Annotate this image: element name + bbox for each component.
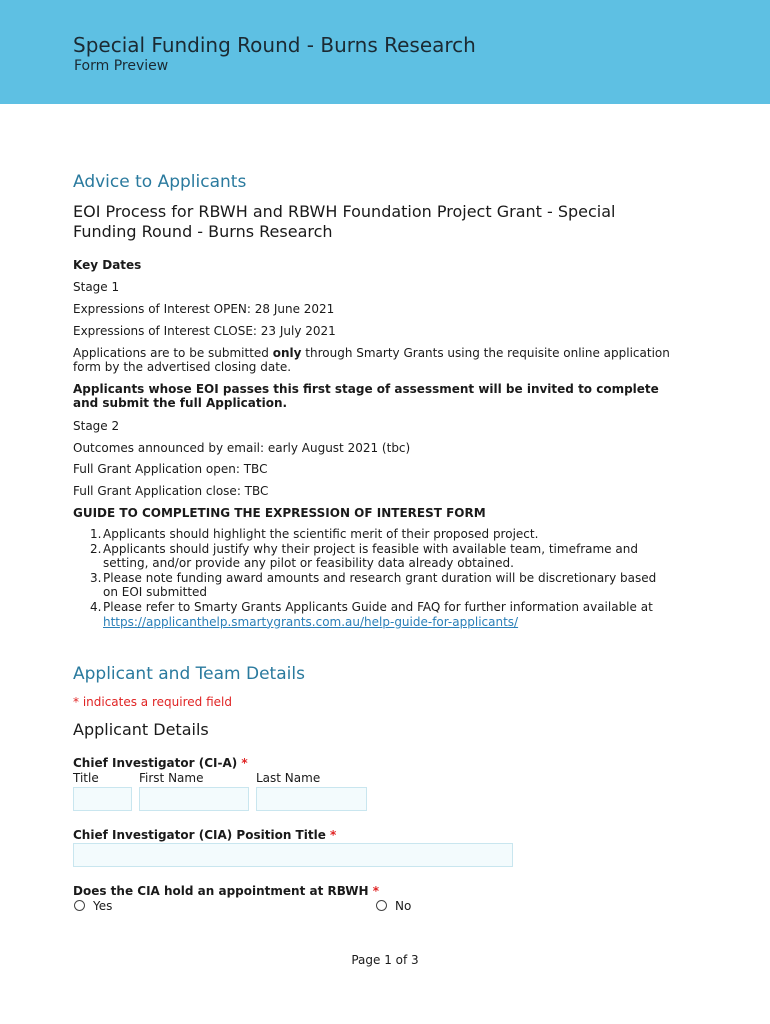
guide-list	[73, 527, 673, 629]
position-title-input[interactable]	[73, 843, 513, 867]
radio-circle-icon	[376, 900, 387, 911]
required-marker: *	[372, 884, 379, 898]
first-name-label: First Name	[139, 771, 204, 785]
form-title: Special Funding Round - Burns Research	[73, 33, 476, 57]
eoi-open-date: Expressions of Interest OPEN: 28 June 2021	[73, 302, 335, 316]
radio-yes[interactable]: Yes	[74, 899, 112, 913]
ci-label: Chief Investigator (CI-A) *	[73, 756, 248, 770]
help-guide-link[interactable]: https://applicanthelp.smartygrants.com.au/help-guide-for-applicants/	[103, 614, 519, 629]
outcomes-date: Outcomes announced by email: early August 2021 (tbc)	[73, 441, 411, 455]
guide-item: 4. Please refer to Smarty Grants Applicants Guide and FAQ for further information available at https://applicanthelp.smartygrants.com.au/help-guide-for-applicants/	[90, 599, 653, 629]
full-close-date: Full Grant Application close: TBC	[73, 484, 269, 498]
guide-item: 2. Applicants should justify why their project is feasible with available team, timeframe and setting, and/or provide any pilot or feasibility data already obtained.	[90, 541, 638, 571]
team-heading: Applicant and Team Details	[73, 664, 305, 684]
guide-heading: GUIDE TO COMPLETING THE EXPRESSION OF INTEREST FORM	[73, 506, 486, 520]
required-field-note: * indicates a required field	[73, 695, 232, 709]
guide-item: 1. Applicants should highlight the scientific merit of their proposed project.	[90, 527, 539, 541]
eoi-title: EOI Process for RBWH and RBWH Foundation Project Grant - Special Funding Round - Burns Research	[73, 202, 616, 241]
title-field-label: Title	[73, 771, 99, 785]
page-header	[0, 0, 770, 104]
form-subtitle: Form Preview	[74, 58, 169, 74]
radio-no[interactable]: No	[376, 899, 411, 913]
advice-heading: Advice to Applicants	[73, 172, 247, 192]
appointment-label: Does the CIA hold an appointment at RBWH *	[73, 884, 379, 898]
first-name-input[interactable]	[139, 787, 249, 811]
page-number: Page 1 of 3	[351, 953, 419, 967]
full-open-date: Full Grant Application open: TBC	[73, 462, 268, 476]
last-name-label: Last Name	[256, 771, 321, 785]
applicant-details-heading: Applicant Details	[73, 720, 209, 739]
last-name-input[interactable]	[256, 787, 367, 811]
position-title-label: Chief Investigator (CIA) Position Title *	[73, 828, 337, 842]
radio-circle-icon	[74, 900, 85, 911]
title-input[interactable]	[73, 787, 132, 811]
submission-notice: Applications are to be submitted only through Smarty Grants using the requisite online application form by the advertised closing date.	[73, 346, 670, 374]
stage1-label: Stage 1	[73, 280, 120, 294]
guide-item: 3. Please note funding award amounts and research grant duration will be discretionary based on EOI submitted	[90, 570, 657, 600]
required-marker: *	[330, 828, 337, 842]
key-dates-label: Key Dates	[73, 258, 142, 272]
invite-notice: Applicants whose EOI passes this first stage of assessment will be invited to complete and submit the full Application.	[73, 382, 659, 410]
stage2-label: Stage 2	[73, 419, 120, 433]
eoi-close-date: Expressions of Interest CLOSE: 23 July 2021	[73, 324, 336, 338]
required-marker: *	[241, 756, 248, 770]
